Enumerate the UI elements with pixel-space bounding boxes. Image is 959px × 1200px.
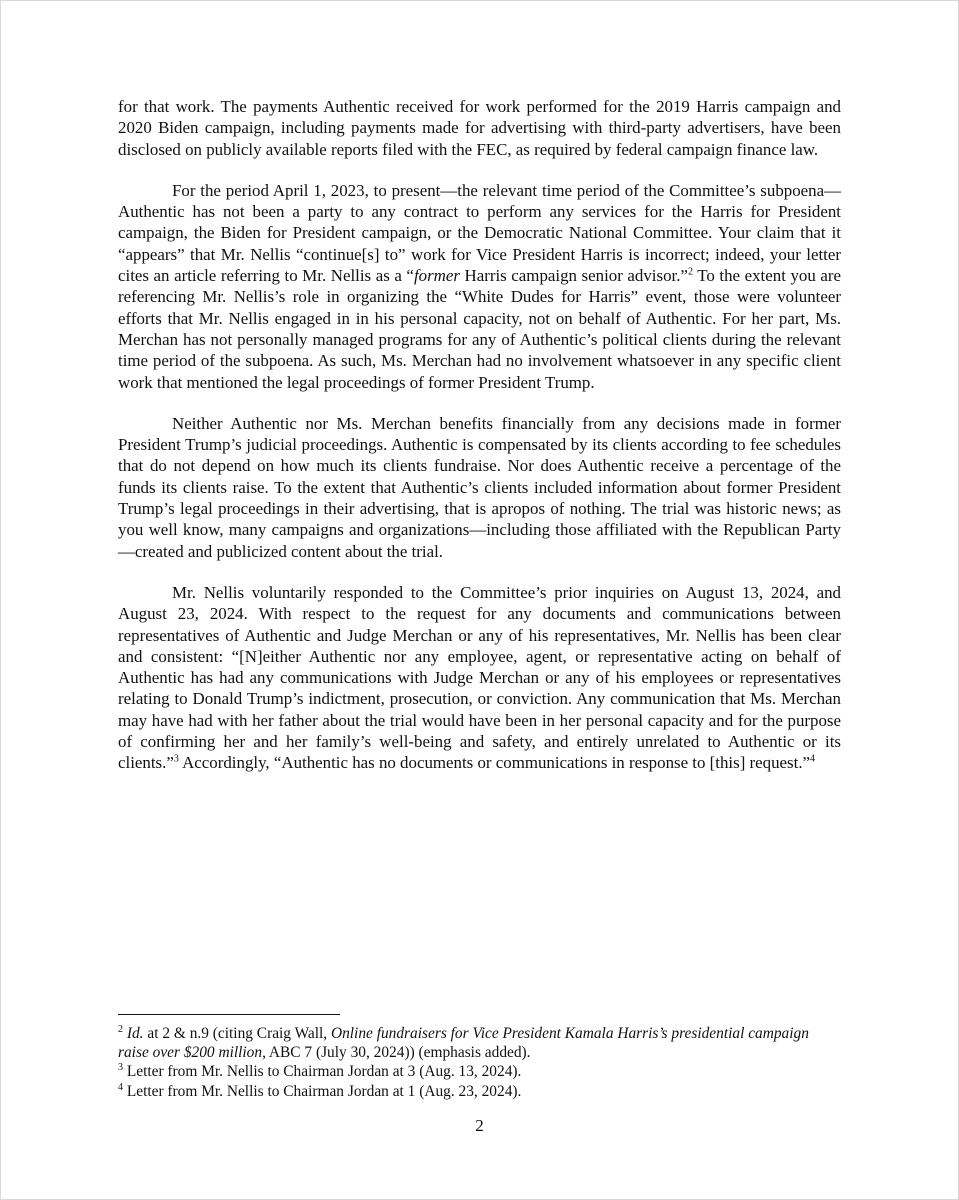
footnote-3 — [118, 1062, 841, 1081]
footnote-3-number: 3 — [118, 1062, 123, 1074]
paragraph-4-text-b: Accordingly, “Authentic has no documents or communications in response to [this] request.” — [178, 753, 811, 773]
paragraph-2-text-b: Harris campaign senior advisor.” — [459, 266, 688, 286]
footnotes — [118, 1024, 841, 1101]
footnote-2-text-a: at 2 & n.9 (citing Craig Wall, — [143, 1025, 331, 1042]
footnote-2-number: 2 — [118, 1023, 123, 1035]
footnote-ref-2: 2 — [687, 266, 693, 278]
footnote-3-text: Letter from Mr. Nellis to Chairman Jordan at 3 (Aug. 13, 2024). — [123, 1063, 522, 1081]
paragraph-contract-period — [118, 180, 841, 393]
footnote-2-text-b: , ABC 7 (July 30, 2024)) (emphasis added). — [262, 1044, 531, 1062]
footnote-2-article-title: Online fundraisers for Vice President Kamala Harris’s presidential campaign raise over $200 million — [118, 1025, 809, 1062]
footnote-2 — [118, 1024, 841, 1062]
paragraph-2-text-c: To the extent you are referencing Mr. Nellis’s role in organizing the “White Dudes for Harris” event, those were volunteer efforts that Mr. Nellis engaged in in his personal capacity, not on behalf of Authentic. For her part, Ms. Merchan has not personally managed programs for any of Authentic’s political clients during the relevant time period of the subpoena. As such, Ms. Merchan had no involvement whatsoever in any specific client work that mentioned the legal proceedings of former President Trump. — [118, 266, 842, 392]
footnote-2-id: Id. — [126, 1025, 144, 1042]
paragraph-4-text-a: Mr. Nellis voluntarily responded to the Committee’s prior inquiries on August 13, 2024, and August 23, 2024. With respect to the request for any documents and communications between representatives of Authentic and Judge Merchan or any of his representatives, Mr. Nellis has been clear and consistent: “[N]either Authentic nor any employee, agent, or representative acting on behalf of Authentic has had any communications with Judge Merchan or any of his employees or representatives relating to Donald Trump’s indictment, prosecution, or conviction. Any communication that Ms. Merchan may have had with her father about the trial would have been in her personal capacity and for the purpose of confirming her and her family’s well-being and safety, and entirely unrelated to Authentic or its clients.” — [118, 582, 841, 773]
paragraph-continuation — [118, 96, 841, 160]
paragraph-prior-responses — [118, 582, 841, 774]
footnote-ref-3: 3 — [173, 753, 179, 765]
paragraph-financial-benefit — [118, 413, 841, 562]
footnote-4 — [118, 1082, 841, 1101]
page-number: 2 — [475, 1116, 484, 1135]
paragraph-2-emphasis: former — [413, 266, 460, 286]
letter-body — [118, 96, 841, 774]
footnote-ref-4: 4 — [810, 753, 816, 765]
paragraph-2-text-a: For the period April 1, 2023, to present—the relevant time period of the Committee’s subpoena—Authentic has not been a party to any contract to perform any services for the Harris for President campaign, the Biden for President campaign, or the Democratic National Committee. Your claim that it “appears” that Mr. Nellis “continue[s] to” work for Vice President Harris is incorrect; indeed, your letter cites an article referring to Mr. Nellis as a “ — [118, 180, 841, 286]
paragraph-1-text: for that work. The payments Authentic received for work performed for the 2019 Harris campaign and 2020 Biden campaign, including payments made for advertising with third-party advertisers, have been disclosed on publicly available reports filed with the FEC, as required by federal campaign finance law. — [118, 97, 841, 159]
footnote-4-number: 4 — [118, 1081, 123, 1093]
footnote-separator — [118, 1014, 340, 1015]
footnote-4-text: Letter from Mr. Nellis to Chairman Jordan at 1 (Aug. 23, 2024). — [123, 1082, 522, 1100]
paragraph-3-text: Neither Authentic nor Ms. Merchan benefits financially from any decisions made in former President Trump’s judicial proceedings. Authentic is compensated by its clients according to fee schedules that do not depend on how much its clients fundraise. Nor does Authentic receive a percentage of the funds its clients raise. To the extent that Authentic’s clients included information about former President Trump’s legal proceedings in their advertising, that is apropos of nothing. The trial was historic news; as you well know, many campaigns and organizations—including those affiliated with the Republican Party—created and publicized content about the trial. — [118, 413, 841, 561]
